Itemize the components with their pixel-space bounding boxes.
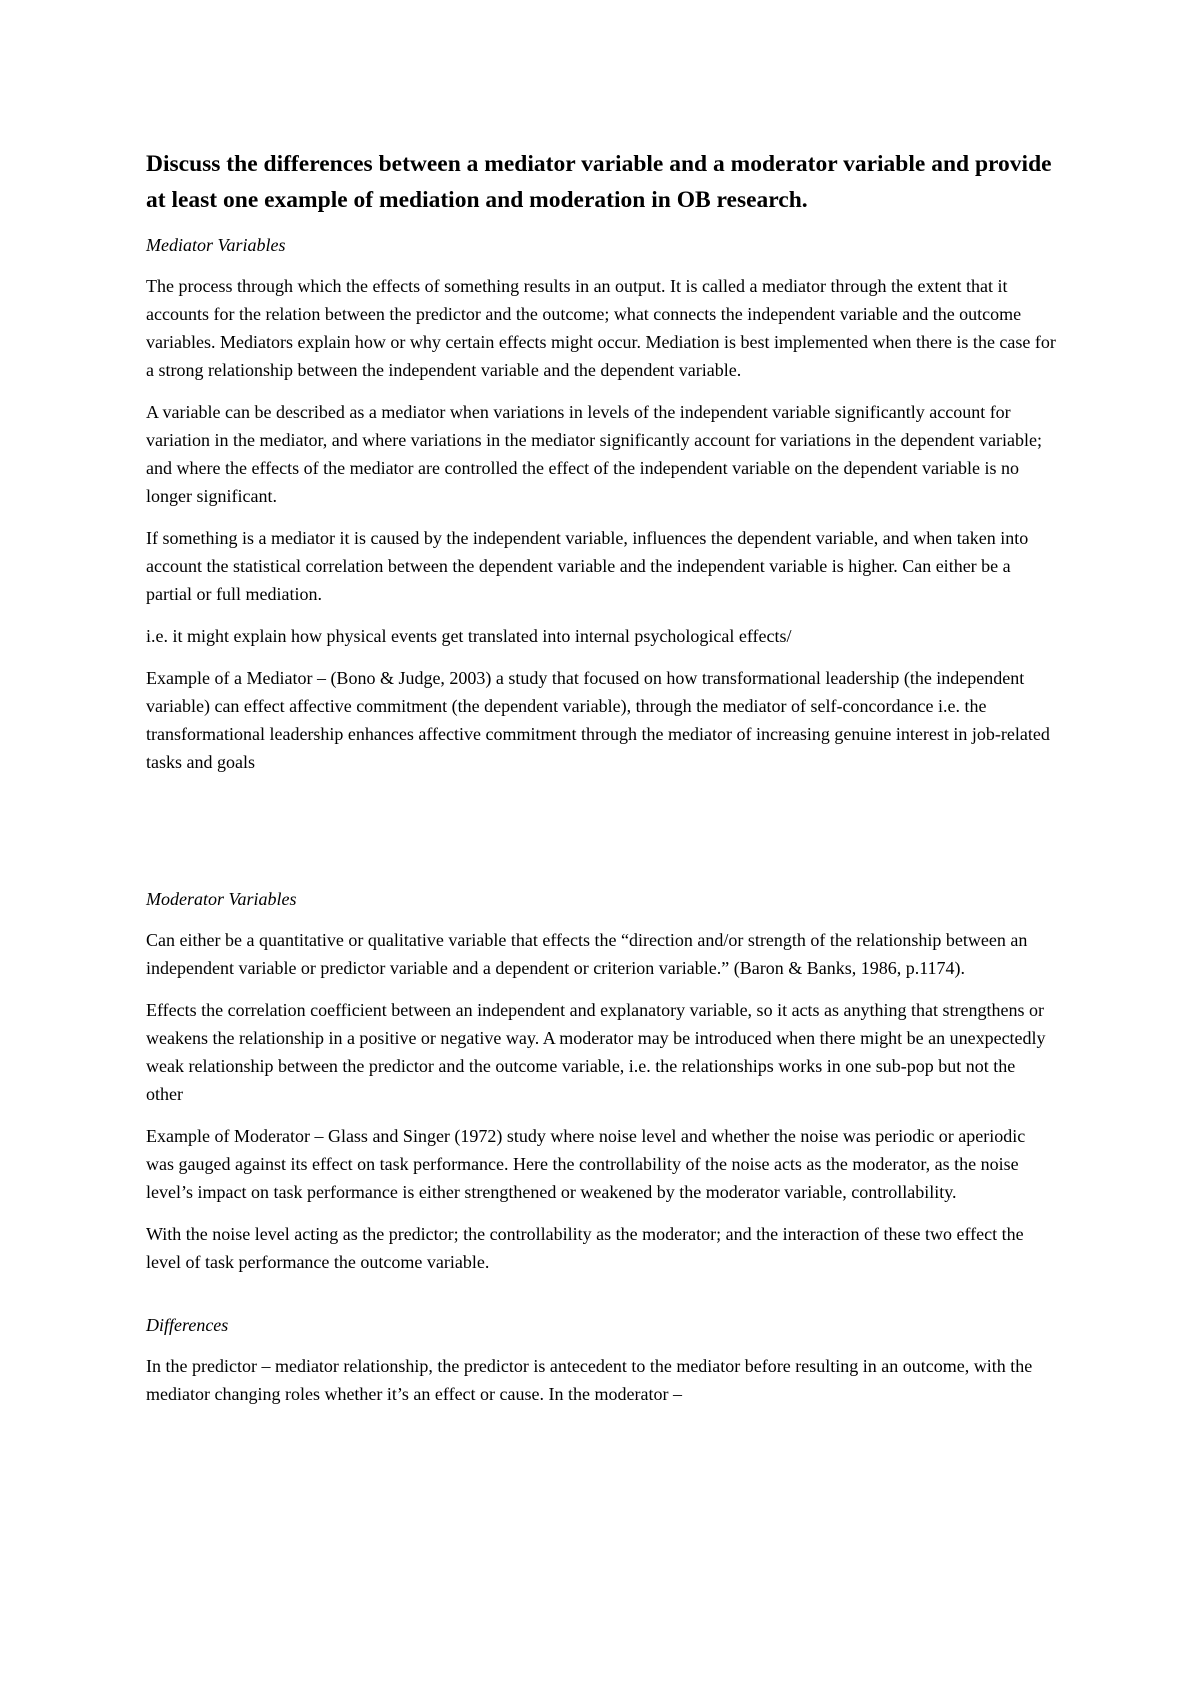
spacer <box>146 1290 1066 1312</box>
paragraph: If something is a mediator it is caused by the independent variable, influences the dependent variable, and when taken into account the statistical correlation between the dependent variable and the independent variable is higher. Can either be a partial or full mediation. <box>146 528 1029 604</box>
section-heading-moderator: Moderator Variables <box>146 889 297 909</box>
paragraph: Can either be a quantitative or qualitative variable that effects the “direction and/or strength of the relationship between an independent variable or predictor variable and a dependent or criterion variable.” (Baron & Banks, 1986, p.1174). <box>146 930 1028 978</box>
section-heading-mediator: Mediator Variables <box>146 235 286 255</box>
paragraph: The process through which the effects of something results in an output. It is called a mediator through the extent that it accounts for the relation between the predictor and the outcome; what connects the independent variable and the outcome variables. Mediators explain how or why certain effects might occur. Mediation is best implemented when there is the case for a strong relationship between the independent variable and the dependent variable. <box>146 276 1056 380</box>
section-heading-differences: Differences <box>146 1315 229 1335</box>
section-mediator <box>146 232 1066 776</box>
paragraph: Effects the correlation coefficient between an independent and explanatory variable, so it acts as anything that strengthens or weakens the relationship in a positive or negative way. A moderator may be introduced when there might be an unexpectedly weak relationship between the predictor and the outcome variable, i.e. the relationships works in one sub-pop but not the other <box>146 1000 1046 1104</box>
section-moderator <box>146 886 1066 1276</box>
section-differences <box>146 1312 1066 1408</box>
document-title: Discuss the differences between a mediator variable and a moderator variable and provide at least one example of mediation and moderation in OB research. <box>146 151 1052 213</box>
paragraph: i.e. it might explain how physical events get translated into internal psychological effects/ <box>146 626 792 646</box>
document-content <box>146 146 1066 1422</box>
paragraph: With the noise level acting as the predictor; the controllability as the moderator; and the interaction of these two effect the level of task performance the outcome variable. <box>146 1224 1024 1272</box>
paragraph: Example of a Mediator – (Bono & Judge, 2003) a study that focused on how transformational leadership (the independent variable) can effect affective commitment (the dependent variable), through the mediator of self-concordance i.e. the transformational leadership enhances affective commitment through the mediator of increasing genuine interest in job-related tasks and goals <box>146 668 1050 772</box>
paragraph: A variable can be described as a mediator when variations in levels of the independent variable significantly account for variation in the mediator, and where variations in the mediator significantly account for variations in the dependent variable; and where the effects of the mediator are controlled the effect of the independent variable on the dependent variable is no longer significant. <box>146 402 1042 506</box>
paragraph: Example of Moderator – Glass and Singer (1972) study where noise level and whether the noise was periodic or aperiodic was gauged against its effect on task performance. Here the controllability of the noise acts as the moderator, as the noise level’s impact on task performance is either strengthened or weakened by the moderator variable, controllability. <box>146 1126 1026 1202</box>
spacer <box>146 790 1066 886</box>
paragraph: In the predictor – mediator relationship, the predictor is antecedent to the mediator before resulting in an outcome, with the mediator changing roles whether it’s an effect or cause. In the moderator – <box>146 1356 1033 1404</box>
